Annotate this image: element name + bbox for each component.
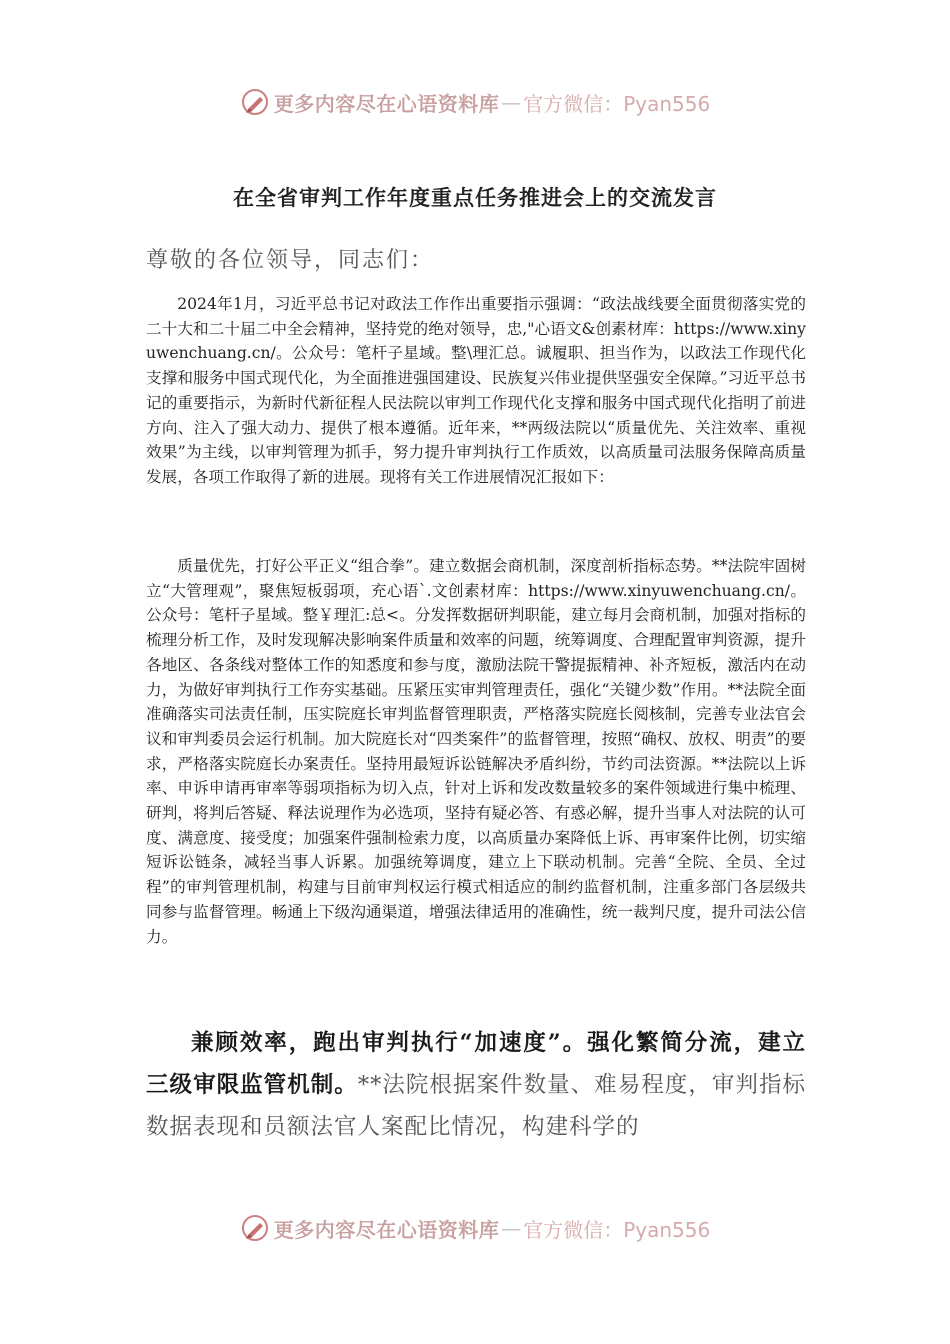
banner-text: 更多内容尽在心语资料库 xyxy=(273,91,500,116)
paragraph-intro: 2024年1月，习近平总书记对政法工作作出重要指示强调：“政法战线要全面贯彻落实党的二十大和二十届二中全会精神，坚持党的绝对领导，忠,"心语文&创素材库：https://www.xinyuwenchuang.cn/。公众号：笔杆子星域。整\理汇总。诚履职、担当作为，以政法工作现代化支撑和服务中国式现代化，为全面推进强国建设、民族复兴伟业提供坚强安全保障。”习近平总书记的重要指示，为新时代新征程人民法院以审判工作现代化支撑和服务中国式现代化指明了前进方向、注入了强大动力、提供了根本遵循。近年来，**两级法院以“质量优先、关注效率、重视效果”为主线，以审判管理为抓手，努力提升审判执行工作质效，以高质量司法服务保障高质量发展，各项工作取得了新的进展。现将有关工作进展情况汇报如下： xyxy=(146,295,806,486)
banner-separator: — xyxy=(501,90,522,114)
header-watermark-banner xyxy=(0,82,950,122)
banner-separator: — xyxy=(501,1216,522,1240)
banner-text: 更多内容尽在心语资料库 xyxy=(273,1217,500,1242)
paragraph-efficiency xyxy=(146,1022,806,1148)
pen-logo-icon xyxy=(240,1213,270,1243)
footer-watermark-banner xyxy=(0,1208,950,1248)
paragraph-efficiency-heading: 兼顾效率，跑出审判执行“加速度”。强化繁简分流，建立三级审限监管机制。 xyxy=(146,1030,806,1098)
document-title: 在全省审判工作年度重点任务推进会上的交流发言 xyxy=(233,186,717,210)
banner-wechat: 官方微信：Pyan556 xyxy=(523,1217,711,1242)
banner-wechat: 官方微信：Pyan556 xyxy=(523,91,711,116)
paragraph-quality: 质量优先，打好公平正义“组合拳”。建立数据会商机制，深度剖析指标态势。**法院牢固树立“大管理观”，聚焦短板弱项，充心语`.文创素材库：https://www.xinyuwenchuang.cn/。公众号：笔杆子星域。整￥理汇:总<。分发挥数据研判职能，建立每月会商机制，加强对指标的梳理分析工作，及时发现解决影响案件质量和效率的问题，统筹调度、合理配置审判资源，提升各地区、各条线对整体工作的知悉度和参与度，激励法院干警提振精神、补齐短板，激活内在动力，为做好审判执行工作夯实基础。压紧压实审判管理责任，强化“关键少数”作用。**法院全面准确落实司法责任制，压实院庭长审判监督管理职责，严格落实院庭长阅核制，完善专业法官会议和审判委员会运行机制。加大院庭长对“四类案件”的监督管理，按照“确权、放权、明责”的要求，严格落实院庭长办案责任。坚持用最短诉讼链解决矛盾纠纷，节约司法资源。**法院以上诉率、申诉申请再审率等弱项指标为切入点，针对上诉和发改数量较多的案件领域进行集中梳理、研判，将判后答疑、释法说理作为必选项，坚持有疑必答、有惑必解，提升当事人对法院的认可度、满意度、接受度；加强案件强制检索力度，以高质量办案降低上诉、再审案件比例，切实缩短诉讼链条，减轻当事人诉累。加强统筹调度，建立上下联动机制。完善“全院、全员、全过程”的审判管理机制，构建与目前审判权运行模式相适应的制约监督机制，注重多部门各层级共同参与监督管理。畅通上下级沟通渠道，增强法律适用的准确性，统一裁判尺度，提升司法公信力。 xyxy=(146,557,806,946)
paragraph-efficiency-body: **法院根据案件数量、难易程度，审判指标数据表现和员额法官人案配比情况，构建科学的 xyxy=(146,1072,806,1140)
pen-logo-icon xyxy=(240,87,270,117)
salutation: 尊敬的各位领导，同志们： xyxy=(146,248,435,273)
